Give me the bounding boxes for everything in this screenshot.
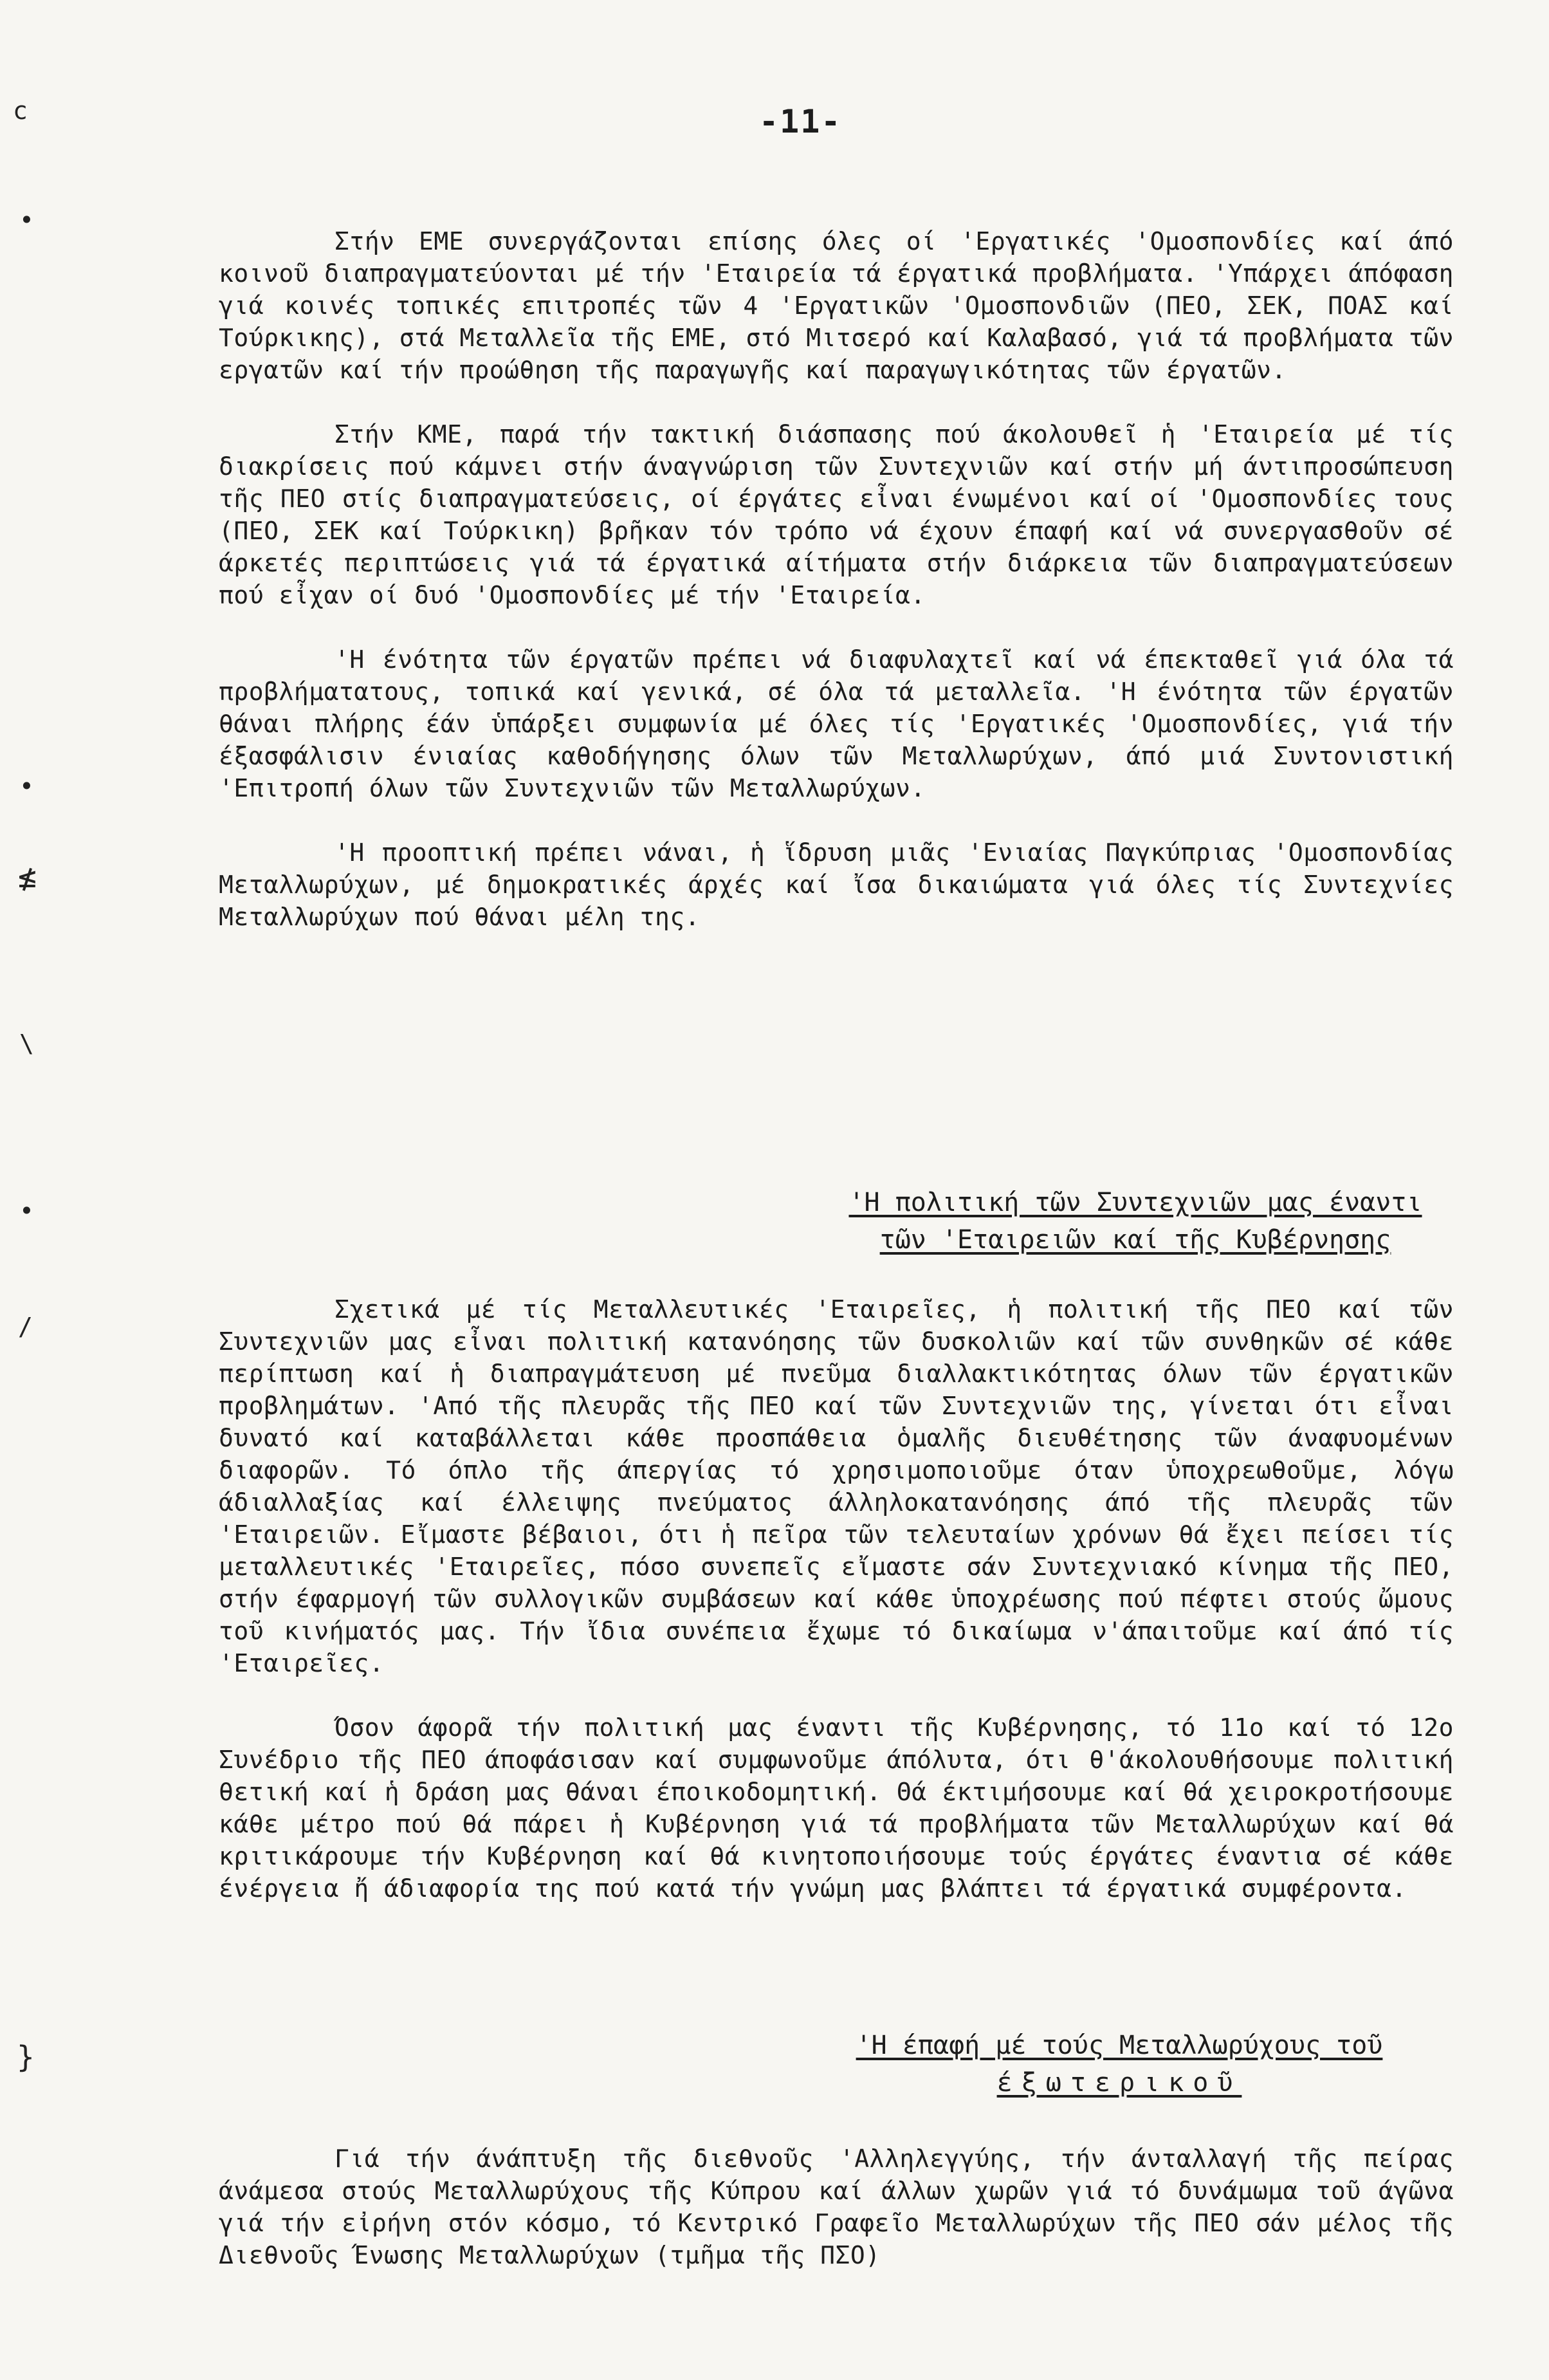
heading-line: έξωτερικοῦ xyxy=(996,2068,1242,2098)
paragraph: 'Η προοπτική πρέπει νάναι, ἡ ἵδρυση μιᾶς 'Ενιαίας Παγκύπριας 'Ομοσπονδίας Μεταλλωρύχων, μέ δημοκρατικές άρχές καί ἴσα δικαιώματα γιά όλες τίς Συντεχνίες Μεταλλωρύχων πού θάναι μέλη της. xyxy=(219,838,1454,931)
margin-mark: c xyxy=(13,97,28,125)
margin-mark: • xyxy=(19,772,34,800)
margin-mark: • xyxy=(19,1197,34,1225)
paragraph: Στήν ΕΜΕ συνεργάζονται επίσης όλες οί 'Εργατικές 'Ομοσπονδίες καί άπό κοινοῦ διαπραγματεύονται μέ τήν 'Εταιρεία τά έργατικά προβλήματα. 'Υπάρχει άπόφαση γιά κοινές τοπικές επιτροπές τῶν 4 'Εργατικῶν 'Ομοσπονδιῶν (ΠΕΟ, ΣΕΚ, ΠΟΑΣ καί Τούρκικης), στά Μεταλλεῖα τῆς ΕΜΕ, στό Μιτσερό καί Καλαβασό, γιά τά προβλήματα τῶν εργατῶν καί τήν προώθηση τῆς παραγωγῆς καί παραγωγικότητας τῶν έργατῶν. xyxy=(219,227,1454,384)
margin-mark: ≰ xyxy=(18,859,37,895)
section-heading xyxy=(817,1184,1454,1259)
heading-line: 'Η πολιτική τῶν Συντεχνιῶν μας έναντι xyxy=(848,1188,1422,1217)
margin-mark: } xyxy=(17,2040,35,2074)
heading-line: 'Η έπαφή μέ τούς Μεταλλωρύχους τοῦ xyxy=(856,2031,1383,2060)
margin-mark: \ xyxy=(19,1029,34,1058)
margin-mark: / xyxy=(18,1313,33,1341)
heading-line: τῶν 'Εταιρειῶν καί τῆς Κυβέρνησης xyxy=(879,1225,1391,1255)
paragraph: Στήν ΚΜΕ, παρά τήν τακτική διάσπασης πού άκολουθεῖ ἡ 'Εταιρεία μέ τίς διακρίσεις πού κάμνει στήν άναγνώριση τῶν Συντεχνιῶν καί στήν μή άντιπροσώπευση τῆς ΠΕΟ στίς διαπραγματεύσεις, οί έργάτες εἶναι ένωμένοι καί οί 'Ομοσπονδίες τους (ΠΕΟ, ΣΕΚ καί Τούρκικη) βρῆκαν τόν τρόπο νά έχουν έπαφή καί νά συνεργασθοῦν σέ άρκετές περιπτώσεις γιά τά έργατικά αίτήματα στήν διάρκεια τῶν διαπραγματεύσεων πού εἶχαν οί δυό 'Ομοσπονδίες μέ τήν 'Εταιρεία. xyxy=(219,420,1454,609)
paragraph: Σχετικά μέ τίς Μεταλλευτικές 'Εταιρεῖες, ἡ πολιτική τῆς ΠΕΟ καί τῶν Συντεχνιῶν μας εἶναι πολιτική κατανόησης τῶν δυσκολιῶν καί τῶν συνθηκῶν σέ κάθε περίπτωση καί ἡ διαπραγμάτευση μέ πνεῦμα διαλλακτικότητας όλων τῶν έργατικῶν προβλημάτων. 'Από τῆς πλευρᾶς τῆς ΠΕΟ καί τῶν Συντεχνιῶν της, γίνεται ότι εἶναι δυνατό καί καταβάλλεται κάθε προσπάθεια ὁμαλῆς διευθέτησης τῶν άναφυομένων διαφορῶν. Τό όπλο τῆς άπεργίας τό χρησιμοποιοῦμε όταν ὑποχρεωθοῦμε, λόγω άδιαλλαξίας καί έλλειψης πνεύματος άλληλοκατανόησης άπό τῆς πλευρᾶς τῶν 'Εταιρειῶν. Εἴμαστε βέβαιοι, ότι ἡ πεῖρα τῶν τελευταίων χρόνων θά ἔχει πείσει τίς μεταλλευτικές 'Εταιρεῖες, πόσο συνεπεῖς εἴμαστε σάν Συντεχνιακό κίνημα τῆς ΠΕΟ, στήν έφαρμογή τῶν συλλογικῶν συμβάσεων καί κάθε ὑποχρέωσης πού πέφτει στούς ὤμους τοῦ κινήματός μας. Τήν ἴδια συνέπεια ἔχωμε τό δικαίωμα ν'άπαιτοῦμε καί άπό τίς 'Εταιρεῖες. xyxy=(219,1295,1454,1677)
page-number: -11- xyxy=(759,103,842,140)
paragraph: Γιά τήν άνάπτυξη τῆς διεθνοῦς 'Αλληλεγγύης, τήν άνταλλαγή τῆς πείρας άνάμεσα στούς Μεταλλωρύχους τῆς Κύπρου καί άλλων χωρῶν γιά τό δυνάμωμα τοῦ άγῶνα γιά τήν εἰρήνη στόν κόσμο, τό Κεντρικό Γραφεῖο Μεταλλωρύχων τῆς ΠΕΟ σάν μέλος τῆς Διεθνοῦς Ένωσης Μεταλλωρύχων (τμῆμα τῆς ΠΣΟ) xyxy=(219,2145,1454,2269)
section-2 xyxy=(219,1293,1454,1905)
margin-mark: • xyxy=(19,206,34,234)
section-3 xyxy=(219,2143,1454,2271)
paragraph: Όσον άφορᾶ τήν πολιτική μας έναντι τῆς Κυβέρνησης, τό 11ο καί τό 12ο Συνέδριο τῆς ΠΕΟ άποφάσισαν καί συμφωνοῦμε άπόλυτα, ότι θ'άκολουθήσουμε πολιτική θετική καί ἡ δράση μας θάναι έποικοδομητική. Θά έκτιμήσουμε καί θά χειροκροτήσουμε κάθε μέτρο πού θά πάρει ἡ Κυβέρνηση γιά τά προβλήματα τῶν Μεταλλωρύχων καί θά κριτικάρουμε τήν Κυβέρνηση καί θά κινητοποιήσουμε τούς έργάτες έναντια σέ κάθε ένέργεια ἤ άδιαφορία της πού κατά τήν γνώμη μας βλάπτει τά έργατικά συμφέροντα. xyxy=(219,1713,1454,1903)
section-heading xyxy=(817,2027,1422,2101)
paragraph: 'Η ένότητα τῶν έργατῶν πρέπει νά διαφυλαχτεῖ καί νά έπεκταθεῖ γιά όλα τά προβλήματατους, τοπικά καί γενικά, σέ όλα τά μεταλλεῖα. 'Η ένότητα τῶν έργατῶν θάναι πλήρης έάν ὑπάρξει συμφωνία μέ όλες τίς 'Εργατικές 'Ομοσπονδίες, γιά τήν έξασφάλισιν ένιαίας καθοδήγησης όλων τῶν Μεταλλωρύχων, άπό μιά Συντονιστική 'Επιτροπή όλων τῶν Συντεχνιῶν τῶν Μεταλλωρύχων. xyxy=(219,645,1454,802)
section-1 xyxy=(219,225,1454,933)
